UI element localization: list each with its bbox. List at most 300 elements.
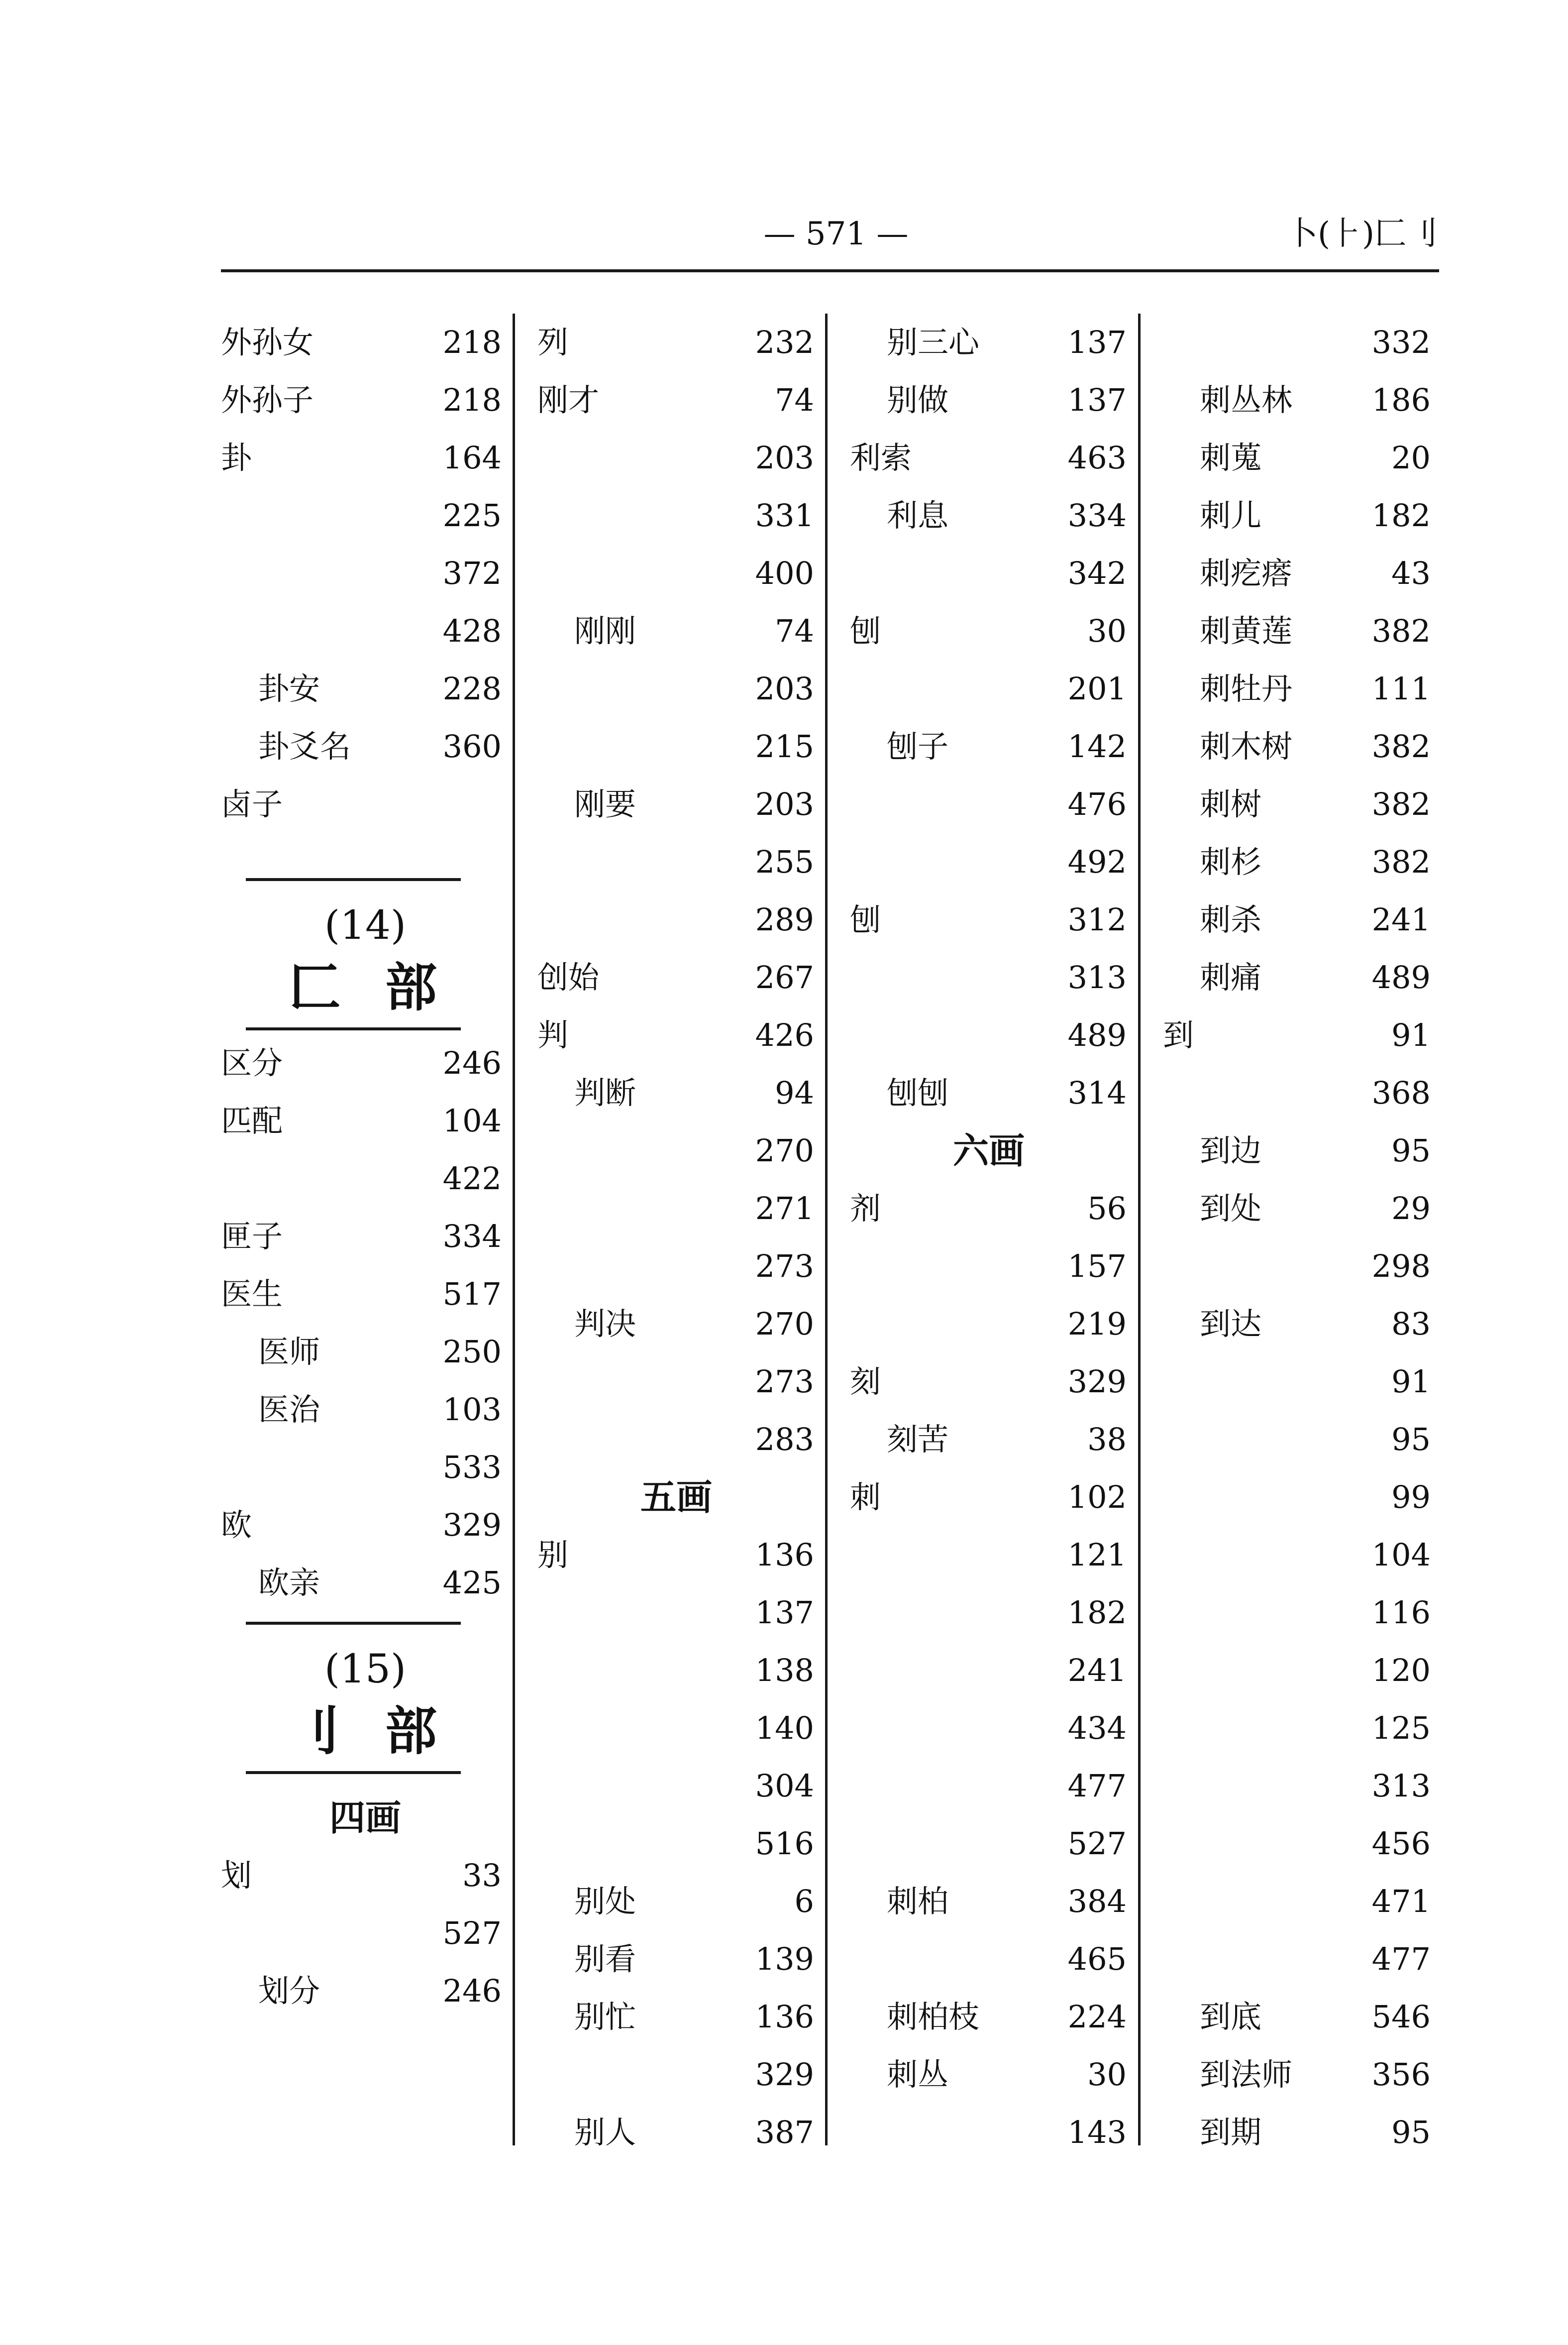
page-ref: 471 xyxy=(1371,1883,1431,1919)
page-ref: 120 xyxy=(1371,1652,1431,1688)
page-ref: 83 xyxy=(1391,1306,1431,1342)
page-ref: 136 xyxy=(755,1537,814,1573)
page-ref: 104 xyxy=(1371,1537,1431,1573)
index-entry xyxy=(1156,1988,1439,2046)
index-entry xyxy=(843,1006,1135,1064)
index-entry xyxy=(221,1381,510,1439)
index-entry xyxy=(1156,1699,1439,1757)
index-entry xyxy=(1156,776,1439,833)
page-ref: 527 xyxy=(442,1915,502,1951)
page-ref: 456 xyxy=(1371,1825,1431,1862)
page-ref: 182 xyxy=(1067,1594,1127,1631)
index-entry xyxy=(843,660,1135,718)
index-entry xyxy=(221,776,510,833)
page-ref: 224 xyxy=(1067,1999,1127,2035)
page-ref: 517 xyxy=(442,1276,502,1312)
page-ref: 232 xyxy=(755,324,814,360)
index-term: 判决 xyxy=(574,1306,636,1342)
index-column-2 xyxy=(530,314,822,2150)
page-ref: 116 xyxy=(1371,1594,1431,1631)
index-entry xyxy=(221,1847,510,1904)
page-ref: 250 xyxy=(442,1334,502,1370)
index-entry xyxy=(1156,1930,1439,1988)
index-entry xyxy=(221,1904,510,1962)
index-entry xyxy=(1156,833,1439,891)
index-entry xyxy=(843,371,1135,429)
index-term: 到边 xyxy=(1200,1132,1262,1169)
index-entry xyxy=(221,1265,510,1323)
index-term: 区分 xyxy=(221,1045,283,1081)
page-ref: 33 xyxy=(462,1857,502,1894)
page-ref: 434 xyxy=(1067,1710,1127,1746)
page-ref: 142 xyxy=(1067,728,1127,765)
index-entry xyxy=(530,1930,822,1988)
index-term: 外孙女 xyxy=(221,324,314,360)
index-entry xyxy=(530,314,822,371)
index-entry xyxy=(530,833,822,891)
page-ref: 382 xyxy=(1371,844,1431,880)
index-entry xyxy=(221,1208,510,1265)
index-entry xyxy=(530,1180,822,1237)
index-entry xyxy=(221,429,510,487)
page-ref: 186 xyxy=(1371,382,1431,418)
index-entry xyxy=(1156,1180,1439,1237)
index-term: 刺儿 xyxy=(1200,497,1262,534)
page-ref: 425 xyxy=(442,1564,502,1601)
page-ref: 422 xyxy=(442,1160,502,1197)
index-term: 刨刨 xyxy=(887,1075,949,1111)
index-term: 列 xyxy=(537,324,569,360)
index-entry xyxy=(843,718,1135,776)
index-column-3 xyxy=(843,314,1135,2150)
index-term: 卦安 xyxy=(258,670,320,707)
page-ref: 267 xyxy=(755,959,814,996)
section-code: 卜(⺊)匚刂 xyxy=(1286,216,1438,252)
index-entry xyxy=(1156,314,1439,371)
index-entry xyxy=(530,718,822,776)
index-term: 别处 xyxy=(574,1883,636,1919)
index-entry xyxy=(530,1006,822,1064)
index-entry xyxy=(843,1353,1135,1411)
index-entry xyxy=(221,487,510,545)
page-ref: 342 xyxy=(1067,555,1127,591)
index-entry xyxy=(221,1092,510,1150)
page-ref: 218 xyxy=(442,382,502,418)
page-ref: 334 xyxy=(1067,497,1127,534)
index-term: 欧亲 xyxy=(258,1564,320,1601)
page-ref: 228 xyxy=(442,670,502,707)
index-entry xyxy=(221,371,510,429)
page-ref: 313 xyxy=(1067,959,1127,996)
column-divider xyxy=(513,314,515,2145)
page-ref: 356 xyxy=(1371,2056,1431,2093)
page-ref: 314 xyxy=(1067,1075,1127,1111)
page-ref: 489 xyxy=(1067,1017,1127,1053)
section-title: 刂部 xyxy=(288,1700,482,1762)
index-entry xyxy=(843,487,1135,545)
index-entry xyxy=(530,1584,822,1642)
page-ref: 139 xyxy=(755,1941,814,1977)
page-ref: 99 xyxy=(1391,1479,1431,1515)
index-entry xyxy=(843,1873,1135,1930)
index-entry xyxy=(530,1353,822,1411)
index-term: 卦 xyxy=(221,440,252,476)
page-ref: 271 xyxy=(755,1190,814,1227)
page-ref: 140 xyxy=(755,1710,814,1746)
index-term: 别做 xyxy=(887,382,949,418)
page-ref: 492 xyxy=(1067,844,1127,880)
page-ref: 203 xyxy=(755,670,814,707)
index-entry xyxy=(843,1642,1135,1699)
page-ref: 125 xyxy=(1371,1710,1431,1746)
page-ref: 329 xyxy=(755,2056,814,2093)
page-ref: 546 xyxy=(1371,1999,1431,2035)
index-term: 刺丛 xyxy=(887,2056,949,2093)
stroke-heading: 六画 xyxy=(952,1129,1025,1172)
index-term: 剂 xyxy=(850,1190,881,1227)
index-entry xyxy=(843,1180,1135,1237)
index-term: 刺丛林 xyxy=(1200,382,1293,418)
page-ref: 476 xyxy=(1067,786,1127,822)
section-number: (14) xyxy=(324,902,407,948)
index-entry xyxy=(221,545,510,602)
index-entry xyxy=(1156,1411,1439,1468)
index-entry xyxy=(1156,1122,1439,1180)
page-number: — 571 — xyxy=(763,216,909,252)
page-ref: 143 xyxy=(1067,2114,1127,2150)
column-divider xyxy=(825,314,828,2145)
index-entry xyxy=(1156,1468,1439,1526)
index-entry xyxy=(1156,602,1439,660)
index-entry xyxy=(530,891,822,949)
index-term: 利索 xyxy=(850,440,912,476)
page-ref: 164 xyxy=(442,440,502,476)
index-entry xyxy=(530,602,822,660)
page-ref: 29 xyxy=(1391,1190,1431,1227)
index-entry xyxy=(843,2046,1135,2104)
index-entry xyxy=(530,1237,822,1295)
page-ref: 331 xyxy=(755,497,814,534)
index-entry xyxy=(843,891,1135,949)
page-ref: 426 xyxy=(755,1017,814,1053)
index-entry xyxy=(1156,1295,1439,1353)
index-entry xyxy=(1156,1757,1439,1815)
index-term: 划 xyxy=(221,1857,252,1894)
index-entry xyxy=(530,776,822,833)
page-ref: 203 xyxy=(755,440,814,476)
index-term: 刨 xyxy=(850,901,881,938)
page-ref: 428 xyxy=(442,613,502,649)
index-term: 刺疙瘩 xyxy=(1200,555,1293,591)
index-entry xyxy=(843,949,1135,1006)
index-term: 刺木树 xyxy=(1200,728,1293,765)
page-ref: 95 xyxy=(1391,2114,1431,2150)
index-term: 刺杀 xyxy=(1200,901,1262,938)
page-ref: 329 xyxy=(1067,1363,1127,1400)
page-ref: 465 xyxy=(1067,1941,1127,1977)
page-ref: 137 xyxy=(1067,324,1127,360)
index-entry xyxy=(221,314,510,371)
index-term: 别 xyxy=(537,1537,569,1573)
index-entry xyxy=(221,602,510,660)
index-entry xyxy=(843,1815,1135,1873)
index-entry xyxy=(530,2046,822,2104)
index-entry xyxy=(1156,1006,1439,1064)
page-ref: 329 xyxy=(442,1507,502,1543)
index-entry xyxy=(1156,1584,1439,1642)
index-term: 匣子 xyxy=(221,1218,283,1254)
index-term: 刺柏 xyxy=(887,1883,949,1919)
index-entry xyxy=(843,1237,1135,1295)
index-entry xyxy=(1156,891,1439,949)
index-term: 医师 xyxy=(258,1334,320,1370)
index-entry xyxy=(1156,487,1439,545)
index-entry xyxy=(221,1150,510,1208)
index-term: 刺 xyxy=(850,1479,881,1515)
page-ref: 6 xyxy=(794,1883,814,1919)
index-entry xyxy=(843,1584,1135,1642)
index-entry xyxy=(221,1034,510,1092)
index-entry xyxy=(221,718,510,776)
index-term: 到法师 xyxy=(1200,2056,1293,2093)
stroke-heading: 四画 xyxy=(329,1796,401,1839)
index-term: 刻苦 xyxy=(887,1421,949,1457)
page-ref: 30 xyxy=(1087,2056,1127,2093)
index-entry xyxy=(1156,1526,1439,1584)
page-ref: 103 xyxy=(442,1391,502,1428)
page-ref: 91 xyxy=(1391,1017,1431,1053)
page-ref: 382 xyxy=(1371,728,1431,765)
index-term: 刺蒐 xyxy=(1200,440,1262,476)
section-rule xyxy=(246,1771,461,1774)
page-ref: 102 xyxy=(1067,1479,1127,1515)
page-ref: 313 xyxy=(1371,1768,1431,1804)
index-entry xyxy=(843,1699,1135,1757)
page-ref: 304 xyxy=(755,1768,814,1804)
section-number: (15) xyxy=(324,1646,407,1692)
section-rule xyxy=(246,878,461,881)
index-entry xyxy=(221,1962,510,2020)
page-ref: 489 xyxy=(1371,959,1431,996)
index-term: 刻 xyxy=(850,1363,881,1400)
index-term: 别看 xyxy=(574,1941,636,1977)
index-entry xyxy=(530,1757,822,1815)
index-entry xyxy=(843,1064,1135,1122)
index-entry xyxy=(1156,1064,1439,1122)
index-term: 刺黄莲 xyxy=(1200,613,1293,649)
page-ref: 111 xyxy=(1371,670,1431,707)
index-entry xyxy=(1156,429,1439,487)
index-entry xyxy=(530,660,822,718)
page-ref: 477 xyxy=(1371,1941,1431,1977)
index-entry xyxy=(1156,949,1439,1006)
index-column-1 xyxy=(221,314,510,2145)
index-entry xyxy=(221,1323,510,1381)
index-term: 到底 xyxy=(1200,1999,1262,2035)
index-entry xyxy=(843,1526,1135,1584)
page-ref: 516 xyxy=(755,1825,814,1862)
page-ref: 218 xyxy=(442,324,502,360)
page-ref: 312 xyxy=(1067,901,1127,938)
index-entry xyxy=(1156,660,1439,718)
page-ref: 104 xyxy=(442,1103,502,1139)
section-rule xyxy=(246,1622,461,1625)
index-entry xyxy=(530,949,822,1006)
page-ref: 372 xyxy=(442,555,502,591)
index-entry xyxy=(843,1988,1135,2046)
index-entry xyxy=(843,1468,1135,1526)
page-ref: 157 xyxy=(1067,1248,1127,1284)
page-ref: 270 xyxy=(755,1132,814,1169)
index-term: 外孙子 xyxy=(221,382,314,418)
page-ref: 225 xyxy=(442,497,502,534)
index-term: 到处 xyxy=(1200,1190,1262,1227)
index-term: 别人 xyxy=(574,2114,636,2150)
page-ref: 203 xyxy=(755,786,814,822)
index-term: 别忙 xyxy=(574,1999,636,2035)
index-entry xyxy=(843,602,1135,660)
index-term: 医治 xyxy=(258,1391,320,1428)
page-ref: 477 xyxy=(1067,1768,1127,1804)
index-entry xyxy=(1156,371,1439,429)
page-ref: 201 xyxy=(1067,670,1127,707)
page-ref: 91 xyxy=(1391,1363,1431,1400)
index-entry xyxy=(530,545,822,602)
index-entry xyxy=(530,1411,822,1468)
index-entry xyxy=(530,371,822,429)
index-entry xyxy=(530,1873,822,1930)
column-divider xyxy=(1138,314,1141,2145)
index-entry xyxy=(843,1411,1135,1468)
section-rule xyxy=(246,1027,461,1030)
page-ref: 241 xyxy=(1067,1652,1127,1688)
index-entry xyxy=(843,833,1135,891)
page-ref: 20 xyxy=(1391,440,1431,476)
page-ref: 332 xyxy=(1371,324,1431,360)
index-term: 刚刚 xyxy=(574,613,636,649)
index-entry xyxy=(530,1699,822,1757)
page-ref: 246 xyxy=(442,1973,502,2009)
index-term: 刺树 xyxy=(1200,786,1262,822)
page-ref: 241 xyxy=(1371,901,1431,938)
index-entry xyxy=(530,1815,822,1873)
page-ref: 255 xyxy=(755,844,814,880)
index-entry xyxy=(1156,545,1439,602)
page-ref: 400 xyxy=(755,555,814,591)
index-term: 判断 xyxy=(574,1075,636,1111)
page-ref: 138 xyxy=(755,1652,814,1688)
index-entry xyxy=(843,776,1135,833)
page-ref: 273 xyxy=(755,1248,814,1284)
index-term: 卤子 xyxy=(221,786,283,822)
index-term: 判 xyxy=(537,1017,569,1053)
page-ref: 43 xyxy=(1391,555,1431,591)
index-entry xyxy=(530,1064,822,1122)
page-ref: 94 xyxy=(775,1075,814,1111)
index-term: 创始 xyxy=(537,959,600,996)
index-term: 卦爻名 xyxy=(258,728,351,765)
index-term: 刺痛 xyxy=(1200,959,1262,996)
index-entry xyxy=(221,1554,510,1612)
index-term: 刨 xyxy=(850,613,881,649)
page-ref: 289 xyxy=(755,901,814,938)
index-entry xyxy=(843,1295,1135,1353)
index-entry xyxy=(843,2104,1135,2161)
index-term: 刺牡丹 xyxy=(1200,670,1293,707)
index-entry xyxy=(1156,2104,1439,2161)
page-ref: 38 xyxy=(1087,1421,1127,1457)
index-entry xyxy=(221,1439,510,1496)
page-ref: 270 xyxy=(755,1306,814,1342)
page-ref: 95 xyxy=(1391,1421,1431,1457)
index-term: 刺柏枝 xyxy=(887,1999,980,2035)
index-entry xyxy=(1156,718,1439,776)
index-entry xyxy=(1156,1237,1439,1295)
page-ref: 137 xyxy=(755,1594,814,1631)
index-entry xyxy=(530,2104,822,2161)
index-term: 到期 xyxy=(1200,2114,1262,2150)
page-ref: 219 xyxy=(1067,1306,1127,1342)
index-term: 欧 xyxy=(221,1507,252,1543)
page-ref: 95 xyxy=(1391,1132,1431,1169)
index-term: 利息 xyxy=(887,497,949,534)
page-ref: 74 xyxy=(775,613,814,649)
page-ref: 298 xyxy=(1371,1248,1431,1284)
index-entry xyxy=(843,429,1135,487)
section-title: 匚部 xyxy=(288,957,482,1018)
page-ref: 527 xyxy=(1067,1825,1127,1862)
index-entry xyxy=(1156,1353,1439,1411)
index-term: 别三心 xyxy=(887,324,980,360)
index-term: 刺杉 xyxy=(1200,844,1262,880)
page-ref: 121 xyxy=(1067,1537,1127,1573)
page-ref: 384 xyxy=(1067,1883,1127,1919)
index-term: 匹配 xyxy=(221,1103,283,1139)
index-term: 刚才 xyxy=(537,382,600,418)
index-entry xyxy=(1156,1873,1439,1930)
page-ref: 334 xyxy=(442,1218,502,1254)
header-rule xyxy=(221,269,1439,272)
index-entry xyxy=(1156,1815,1439,1873)
index-entry xyxy=(221,1496,510,1554)
index-entry xyxy=(530,1642,822,1699)
index-entry xyxy=(1156,2046,1439,2104)
page-ref: 215 xyxy=(755,728,814,765)
index-entry xyxy=(530,1122,822,1180)
page-ref: 382 xyxy=(1371,613,1431,649)
page-ref: 182 xyxy=(1371,497,1431,534)
index-entry xyxy=(530,487,822,545)
page-ref: 246 xyxy=(442,1045,502,1081)
page-ref: 30 xyxy=(1087,613,1127,649)
page-ref: 74 xyxy=(775,382,814,418)
index-entry xyxy=(530,429,822,487)
index-entry xyxy=(1156,1642,1439,1699)
page-ref: 533 xyxy=(442,1449,502,1485)
page-ref: 137 xyxy=(1067,382,1127,418)
page-ref: 387 xyxy=(755,2114,814,2150)
index-term: 划分 xyxy=(258,1973,320,2009)
page-ref: 283 xyxy=(755,1421,814,1457)
index-term: 到达 xyxy=(1200,1306,1262,1342)
page-ref: 368 xyxy=(1371,1075,1431,1111)
page-ref: 360 xyxy=(442,728,502,765)
index-term: 刨子 xyxy=(887,728,949,765)
index-entry xyxy=(843,1757,1135,1815)
index-entry xyxy=(843,314,1135,371)
index-entry xyxy=(530,1988,822,2046)
index-column-4 xyxy=(1156,314,1439,2150)
